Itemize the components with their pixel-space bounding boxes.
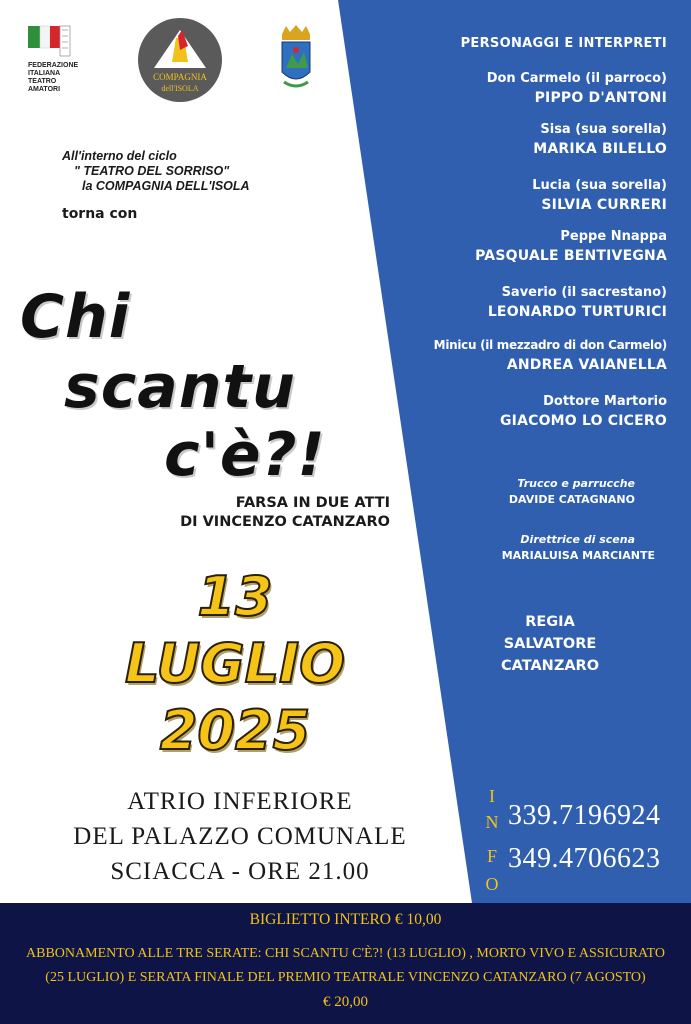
makeup-role: Trucco e parrucche bbox=[517, 477, 635, 490]
ticket-full-price: BIGLIETTO INTERO € 10,00 bbox=[249, 911, 442, 928]
cast-role: Peppe Nnappa bbox=[560, 229, 667, 244]
regia-label: REGIA bbox=[525, 614, 575, 630]
date-month: LUGLIO bbox=[124, 632, 346, 695]
intro-line-2: " TEATRO DEL SORRISO" bbox=[74, 164, 230, 178]
cast-actor: PASQUALE BENTIVEGNA bbox=[475, 248, 667, 264]
cast-actor: SILVIA CURRERI bbox=[541, 197, 667, 213]
cast-role: Minicu (il mezzadro di don Carmelo) bbox=[433, 338, 667, 352]
coat-of-arms-icon bbox=[278, 24, 314, 96]
subtitle-line-2: DI VINCENZO CATANZARO bbox=[180, 514, 390, 530]
venue-line-2: DEL PALAZZO COMUNALE bbox=[73, 823, 407, 850]
info-letter: O bbox=[485, 874, 499, 894]
cast-actor: PIPPO D'ANTONI bbox=[534, 90, 667, 106]
stage-name: MARIALUISA MARCIANTE bbox=[501, 549, 655, 562]
stage-role: Direttrice di scena bbox=[520, 533, 635, 546]
cast-actor: GIACOMO LO CICERO bbox=[499, 413, 667, 429]
subtitle-line-1: FARSA IN DUE ATTI bbox=[235, 495, 390, 511]
cast-actor: ANDREA VAIANELLA bbox=[506, 357, 667, 373]
title-line-1: Chi bbox=[20, 282, 131, 352]
venue-line-1: ATRIO INFERIORE bbox=[127, 788, 353, 815]
ticket-subscription-price: € 20,00 bbox=[323, 994, 368, 1010]
title-line-2: scantu bbox=[64, 352, 296, 422]
regia-name-1: SALVATORE bbox=[503, 636, 597, 652]
title-line-3: c'è?! bbox=[164, 420, 326, 490]
fita-line-3: TEATRO bbox=[28, 78, 57, 85]
ticket-subscription-line-2: (25 LUGLIO) E SERATA FINALE DEL PREMIO TEATRALE VINCENZO CATANZARO (7 AGOSTO) bbox=[45, 970, 646, 985]
compagnia-sub: dell'ISOLA bbox=[161, 84, 199, 93]
cast-actor: MARIKA BILELLO bbox=[533, 141, 667, 157]
makeup-name: DAVIDE CATAGNANO bbox=[508, 493, 635, 506]
intro-line-1: All'interno del ciclo bbox=[62, 149, 177, 163]
compagnia-name: COMPAGNIA bbox=[153, 72, 207, 82]
info-letter: F bbox=[486, 846, 497, 866]
compagnia-logo-icon bbox=[136, 16, 224, 104]
phone-number-1[interactable]: 339.7196924 bbox=[508, 800, 661, 831]
cast-role: Saverio (il sacrestano) bbox=[501, 285, 667, 300]
torna-con: torna con bbox=[62, 206, 138, 222]
cast-role: Don Carmelo (il parroco) bbox=[486, 71, 667, 86]
regia-name-2: CATANZARO bbox=[500, 658, 600, 674]
fita-line-2: ITALIANA bbox=[28, 70, 61, 77]
fita-text bbox=[28, 62, 78, 94]
info-letter: I bbox=[489, 786, 495, 806]
cast-actor: LEONARDO TURTURICI bbox=[487, 304, 667, 320]
ticket-subscription-line-1: ABBONAMENTO ALLE TRE SERATE: CHI SCANTU C'È?! (13 LUGLIO) , MORTO VIVO E ASSICURATO bbox=[26, 946, 665, 961]
fita-line-1: FEDERAZIONE bbox=[28, 62, 79, 69]
fita-line-4: AMATORI bbox=[28, 86, 61, 93]
intro-line-3: la COMPAGNIA DELL'ISOLA bbox=[82, 179, 250, 193]
cast-role: Sisa (sua sorella) bbox=[540, 122, 667, 137]
info-letter: N bbox=[485, 812, 499, 832]
cast-heading: PERSONAGGI E INTERPRETI bbox=[460, 36, 667, 51]
date-year: 2025 bbox=[159, 699, 311, 762]
date-day: 13 bbox=[197, 565, 273, 628]
phone-number-2[interactable]: 349.4706623 bbox=[508, 843, 661, 874]
cast-role: Lucia (sua sorella) bbox=[532, 178, 667, 193]
cast-role: Dottore Martorio bbox=[543, 394, 667, 409]
venue-line-3: SCIACCA - ORE 21.00 bbox=[110, 858, 370, 885]
